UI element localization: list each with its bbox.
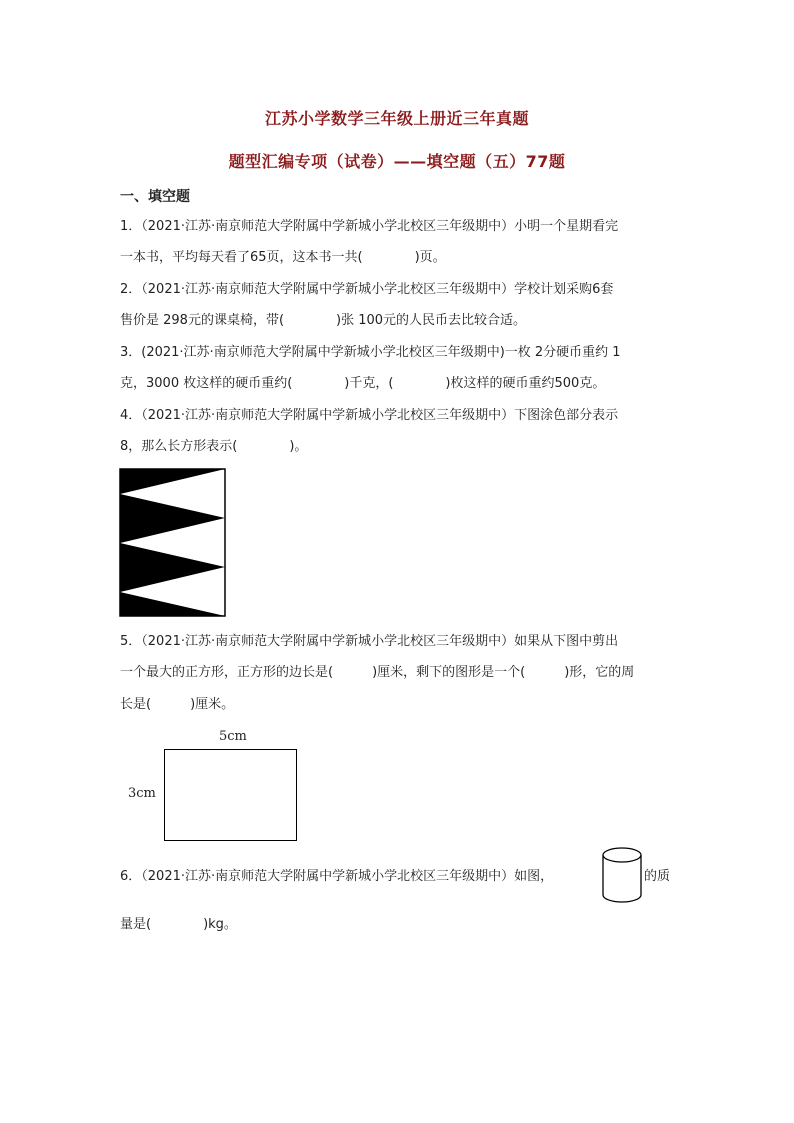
question-5-line-1: 5．（2021·江苏·南京师范大学附属中学新城小学北校区三年级期中）如果从下图中剪出 bbox=[120, 634, 619, 649]
question-1-line-2: 一本书，平均每天看了65页，这本书一共( )页。 bbox=[120, 250, 446, 265]
document-subtitle: 题型汇编专项（试卷）——填空题（五）77题 bbox=[228, 152, 566, 171]
shaded-rectangle-figure bbox=[119, 468, 227, 618]
rectangle-height-label: 3cm bbox=[128, 786, 156, 801]
question-3-line-1: 3．(2021·江苏·南京师范大学附属中学新城小学北校区三年级期中)一枚 2分硬币重约 1 bbox=[120, 345, 621, 360]
cylinder-icon bbox=[601, 845, 643, 905]
question-3-line-2: 克，3000 枚这样的硬币重约( )千克，( )枚这样的硬币重约500克。 bbox=[120, 376, 606, 391]
question-5-line-3: 长是( )厘米。 bbox=[120, 697, 235, 712]
question-2-line-2: 售价是 298元的课桌椅，带( )张 100元的人民币去比较合适。 bbox=[120, 313, 527, 328]
rectangle-figure bbox=[164, 749, 297, 841]
question-4-line-2: 8，那么长方形表示( )。 bbox=[120, 439, 308, 454]
figure-rectangle-outline bbox=[120, 469, 225, 616]
question-6-line-2: 量是( )kg。 bbox=[120, 917, 237, 932]
question-2-line-1: 2．（2021·江苏·南京师范大学附属中学新城小学北校区三年级期中）学校计划采购6套 bbox=[120, 282, 614, 297]
question-1-line-1: 1．（2021·江苏·南京师范大学附属中学新城小学北校区三年级期中）小明一个星期看完 bbox=[120, 219, 619, 234]
rectangle-width-label: 5cm bbox=[219, 729, 247, 744]
question-4-line-1: 4．（2021·江苏·南京师范大学附属中学新城小学北校区三年级期中）下图涂色部分表示 bbox=[120, 408, 619, 423]
document-title: 江苏小学数学三年级上册近三年真题 bbox=[264, 109, 529, 128]
question-6-suffix: 的质 bbox=[644, 869, 671, 884]
question-6-line-1: 6．（2021·江苏·南京师范大学附属中学新城小学北校区三年级期中）如图， bbox=[120, 869, 554, 884]
question-5-line-2: 一个最大的正方形，正方形的边长是( )厘米，剩下的图形是一个( )形，它的周 bbox=[120, 665, 635, 680]
section-heading: 一、填空题 bbox=[120, 189, 190, 205]
